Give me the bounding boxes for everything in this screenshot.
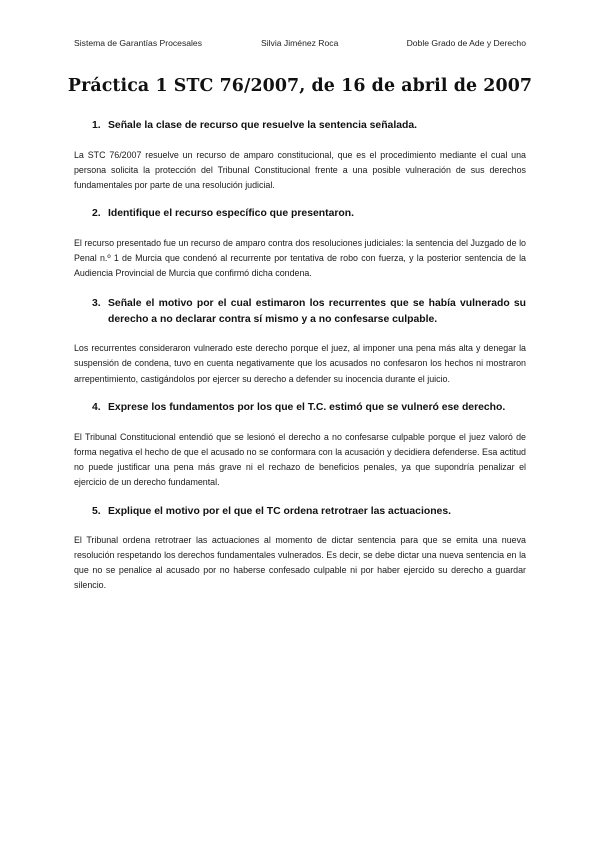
question-number: 3. [92, 298, 101, 310]
question-text: Señale el motivo por el cual estimaron los recurrentes que se había vulnerado su derecho a no declarar contra sí mismo y a no confesarse culpable. [108, 298, 526, 326]
question-text: Señale la clase de recurso que resuelve la sentencia señalada. [108, 120, 417, 131]
answer-5: El Tribunal ordena retrotraer las actuaciones al momento de dictar sentencia para que se emita una nueva resolución respetando los derechos fundamentales vulnerados. Es decir, se debe dictar una nueva sentencia en la que no se penalice al acusado por no haberse confesado culpable ni por haber ejercido su derecho a guardar silencio. [74, 534, 526, 591]
header-course: Sistema de Garantías Procesales [74, 38, 203, 48]
question-number: 4. [92, 401, 101, 413]
answer-4: El Tribunal Constitucional entendió que se lesionó el derecho a no confesarse culpable porque el juez valoró de forma negativa el hecho de que el acusado no se conformara con la acusación y decidiera defenderse. Esa actitud no puede justificar una pena más grave ni el rechazo de beneficios penales, ya que supondría penalizar el ejercicio de un derecho fundamental. [74, 431, 526, 488]
question-text: Exprese los fundamentos por los que el T.C. estimó que se vulneró ese derecho. [108, 401, 506, 413]
question-4 [74, 400, 526, 416]
answer-3: Los recurrentes consideraron vulnerado este derecho porque el juez, al imponer una pena más alta y denegar la suspensión de condena, tuvo en cuenta negativamente que los acusados no confesaron los hechos ni mostraron arrepentimiento, castigándolos por ejercer su derecho a defender su inocencia durante el juicio. [74, 343, 526, 384]
question-2 [74, 206, 526, 222]
header-author: Silvia Jiménez Roca [261, 38, 339, 48]
question-number: 2. [92, 207, 101, 219]
answer-2: El recurso presentado fue un recurso de amparo contra dos resoluciones judiciales: la sentencia del Juzgado de lo Penal n.º 1 de Murcia que condenó al recurrente por tentativa de robo con fuerza, y la posterior sentencia de la Audiencia Provincial de Murcia que confirmó dicha condena. [74, 237, 526, 279]
question-number: 1. [92, 120, 101, 131]
header-degree: Doble Grado de Ade y Derecho [406, 38, 526, 48]
question-3 [74, 296, 526, 328]
question-number: 5. [92, 505, 101, 517]
question-text: Explique el motivo por el que el TC ordena retrotraer las actuaciones. [108, 505, 451, 517]
document-body [74, 118, 526, 593]
question-5 [74, 504, 526, 520]
document-title: Práctica 1 STC 76/2007, de 16 de abril de 2007 [67, 76, 533, 96]
question-text: Identifique el recurso específico que presentaron. [108, 207, 354, 219]
question-1 [74, 118, 526, 134]
answer-1: La STC 76/2007 resuelve un recurso de amparo constitucional, que es el procedimiento mediante el cual una persona solicita la protección del Tribunal Constitucional frente a una posible vulneración de sus derechos fundamentales por parte de una resolución judicial. [74, 150, 526, 191]
page-header [74, 38, 526, 52]
